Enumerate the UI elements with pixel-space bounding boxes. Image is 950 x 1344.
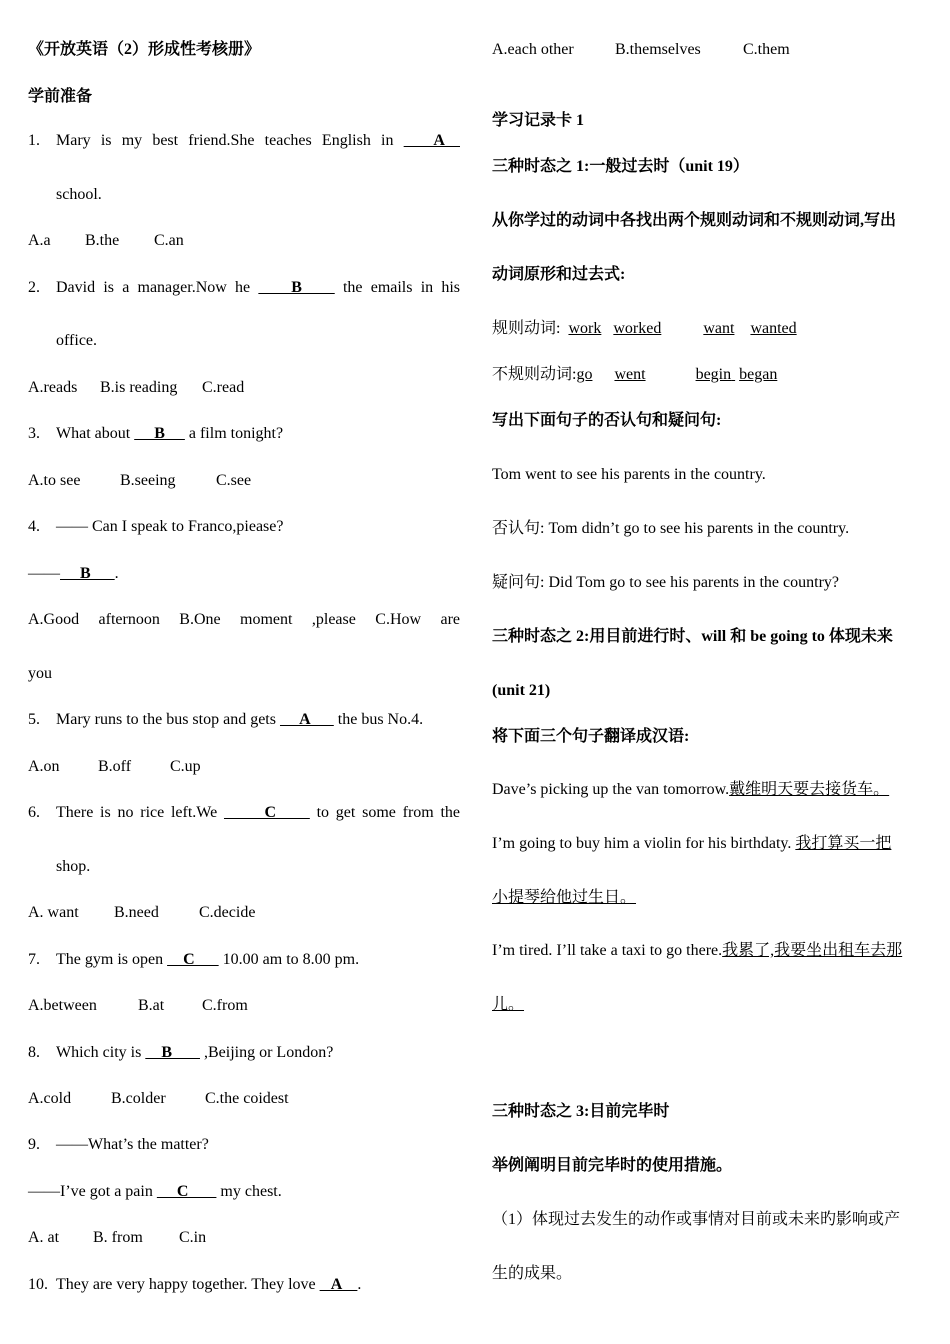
usage-1-cont: 生的成果。	[492, 1265, 573, 1282]
options-7: A.between B.at C.from	[28, 997, 248, 1014]
translation-3-cont: 儿。	[492, 996, 525, 1013]
translation-1: Dave’s picking up the van tomorrow.戴维明天要去接货车。	[492, 781, 890, 798]
options-3: A.to see B.seeing C.see	[28, 472, 252, 489]
answer-blank: C	[167, 951, 219, 968]
irregular-verbs: 不规则动词:go went begin began	[492, 366, 778, 383]
question-9: 9. ——What’s the matter?	[28, 1136, 209, 1153]
usage-1: （1）体现过去发生的动作或事情对目前或未来旳影响或产	[492, 1211, 901, 1228]
answer-blank: B	[134, 425, 185, 442]
answer-blank: A	[319, 1276, 358, 1293]
options-1: A.a B.the C.an	[28, 232, 184, 249]
question-8: 8. Which city is B ,Beijing or London?	[28, 1044, 334, 1061]
tense-1-instruction: 从你学过的动词中各找出两个规则动词和不规则动词,写出	[492, 212, 897, 229]
translation-3: I’m tired. I’ll take a taxi to go there.我累了,我要坐出租车去那	[492, 942, 903, 959]
options-6: A. want B.need C.decide	[28, 904, 256, 921]
answer-blank: B	[60, 565, 115, 582]
tense-2-heading: 三种时态之 2:用目前进行时、will 和 be going to 体现未来	[492, 628, 893, 645]
question-4: 4. —— Can I speak to Franco,piease?	[28, 518, 284, 535]
options-5: A.on B.off C.up	[28, 758, 201, 775]
translation-2: I’m going to buy him a violin for his birthdaty. 我打算买一把	[492, 835, 892, 852]
options-9: A. at B. from C.in	[28, 1229, 207, 1246]
answer-blank: C	[156, 1183, 217, 1200]
question-5: 5. Mary runs to the bus stop and gets A the bus No.4.	[28, 711, 424, 728]
question-3: 3. What about B a film tonight?	[28, 425, 284, 442]
tense-1-heading: 三种时态之 1:一般过去时（unit 19）	[492, 158, 749, 175]
question-7: 7. The gym is open C 10.00 am to 8.00 pm.	[28, 951, 360, 968]
answer-blank: A	[403, 132, 460, 149]
tense-3-instruction: 举例阐明目前完毕时的使用措施。	[492, 1157, 733, 1174]
negative-sentence: 否认句: Tom didn’t go to see his parents in the country.	[492, 520, 850, 537]
answer-blank: B	[258, 279, 335, 296]
regular-verbs: 规则动词: work worked want wanted	[492, 320, 797, 337]
tense-3-heading: 三种时态之 3:目前完毕时	[492, 1103, 670, 1120]
question-9-answer: ——I’ve got a pain C my chest.	[28, 1183, 282, 1200]
translation-2-cont: 小提琴给他过生日。	[492, 889, 637, 906]
negation-instruction: 写出下面句子的否认句和疑问句:	[492, 412, 722, 429]
options-8: A.cold B.colder C.the coidest	[28, 1090, 289, 1107]
document-title: 《开放英语（2）形成性考核册》	[28, 41, 261, 58]
options-2: A.reads B.is reading C.read	[28, 379, 245, 396]
tense-2-heading-cont: (unit 21)	[492, 682, 551, 699]
question-10: 10. They are very happy together. They love A .	[28, 1276, 362, 1293]
answer-blank: C	[223, 804, 310, 821]
answer-blank: A	[279, 711, 334, 728]
answer-blank: B	[145, 1044, 200, 1061]
question-2: 2. David is a manager.Now he B the emails in his	[28, 279, 461, 296]
question-1: 1. Mary is my best friend.She teaches English in A	[28, 132, 460, 149]
options-10: A.each other B.themselves C.them	[492, 41, 790, 58]
section-heading: 学前准备	[28, 88, 93, 105]
question-6: 6. There is no rice left.We C to get some from the	[28, 804, 461, 821]
question-4-answer: —— B .	[28, 565, 119, 582]
example-sentence: Tom went to see his parents in the country.	[492, 466, 766, 483]
options-4: A.Good afternoon B.One moment ,please C.How are	[28, 611, 461, 628]
question-sentence: 疑问句: Did Tom go to see his parents in the country?	[492, 574, 839, 591]
translation-instruction: 将下面三个句子翻译成汉语:	[492, 728, 690, 745]
tense-1-instruction-cont: 动词原形和过去式:	[492, 266, 626, 283]
record-card-heading: 学习记录卡 1	[492, 112, 585, 129]
